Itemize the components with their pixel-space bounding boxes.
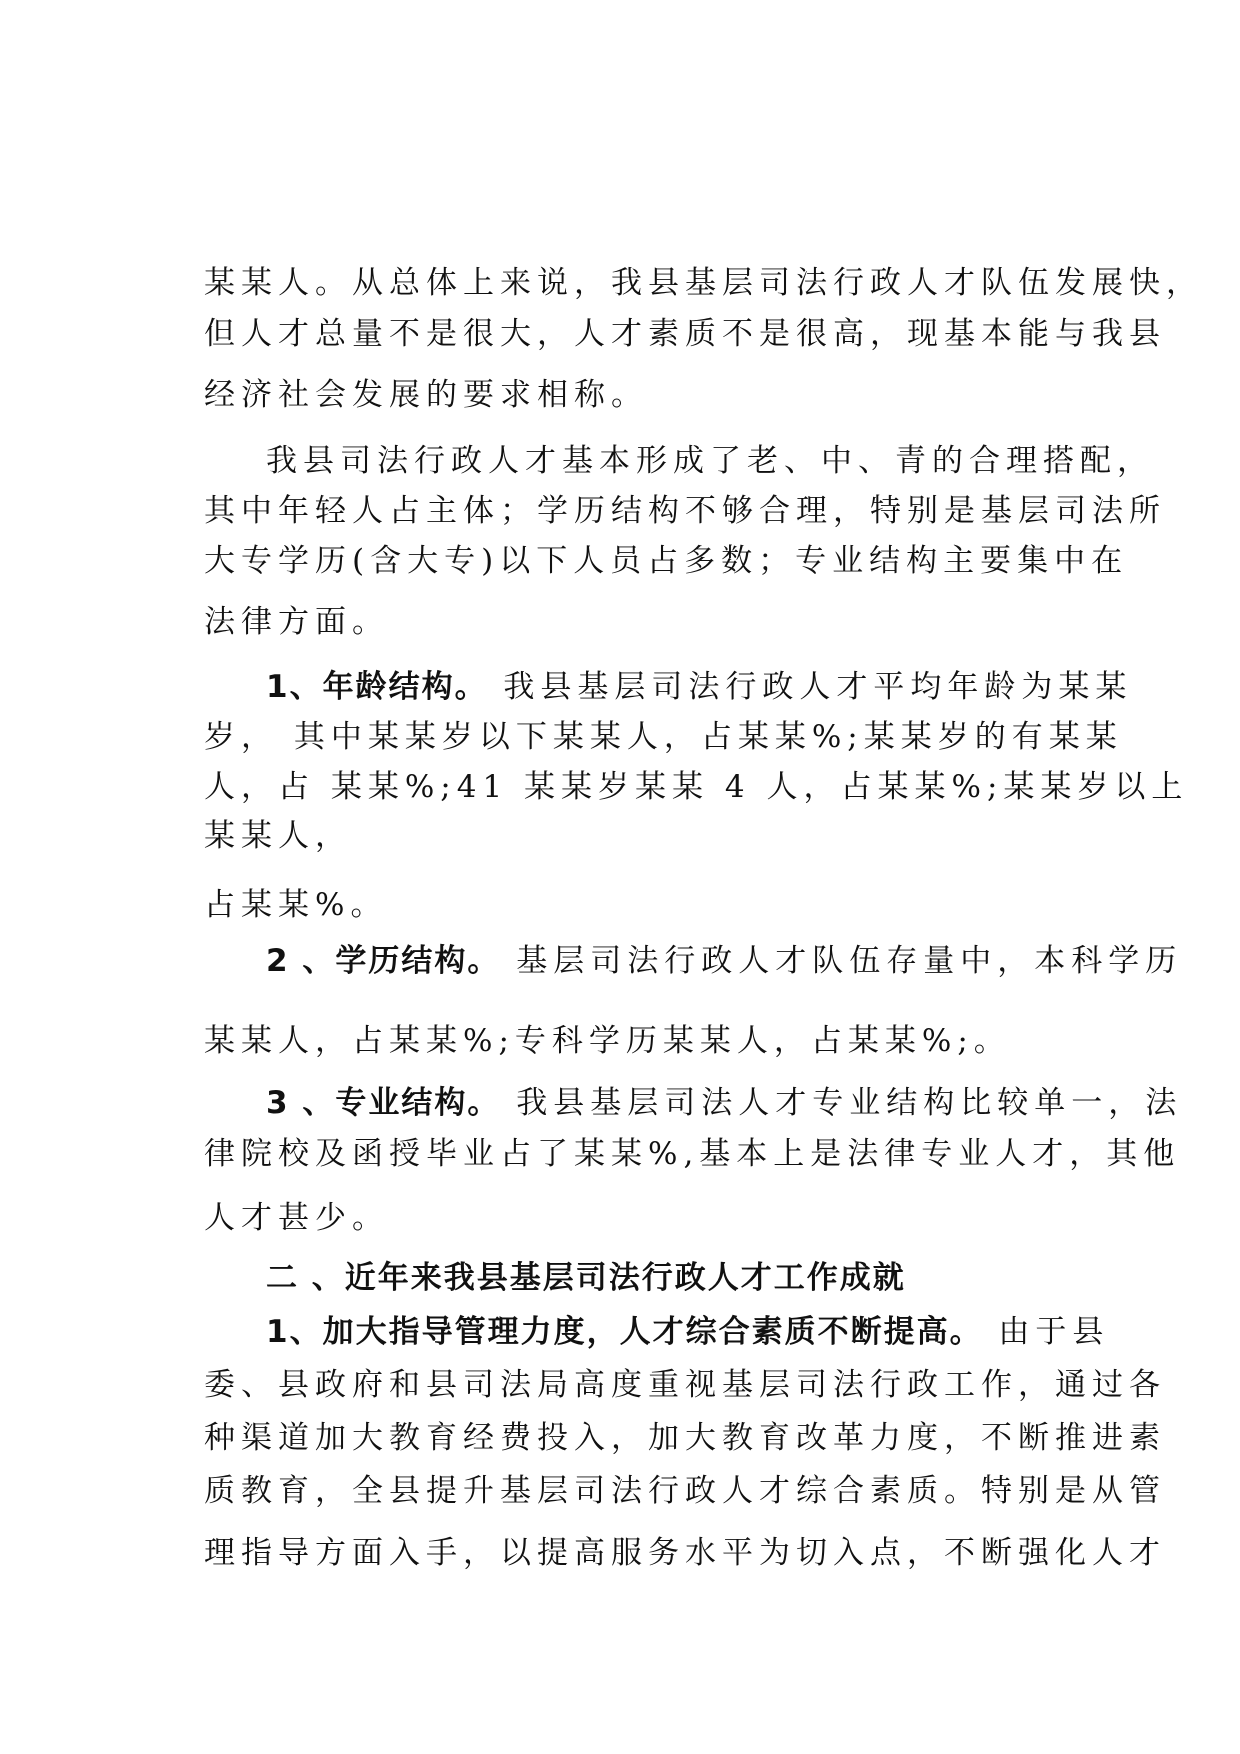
text-line — [204, 1533, 1166, 1573]
text-line — [204, 1134, 1180, 1174]
text-line — [266, 1083, 1182, 1123]
line-text: 某某人，占某某%;专科学历某某人，占某某%;。 — [204, 1023, 1011, 1059]
text-line — [204, 491, 1166, 531]
text-line — [204, 767, 1188, 807]
text-line — [204, 816, 352, 856]
text-line — [204, 1418, 1166, 1458]
line-text: 经济社会发展的要求相称。 — [204, 377, 648, 413]
line-text: 法律方面。 — [204, 604, 389, 640]
line-text: 占某某%。 — [204, 887, 388, 923]
line-text: 基层司法行政人才队伍存量中，本科学历 — [500, 943, 1183, 979]
line-text: 质教育，全县提升基层司法行政人才综合素质。特别是从管 — [204, 1473, 1166, 1509]
line-text: 我县司法行政人才基本形成了老、中、青的合理搭配， — [266, 443, 1154, 479]
text-line — [266, 1312, 1109, 1352]
line-text: 某某人， — [204, 818, 352, 854]
text-line — [204, 1198, 389, 1238]
text-line — [204, 717, 1123, 757]
line-text: 理指导方面入手，以提高服务水平为切入点，不断强化人才 — [204, 1535, 1166, 1571]
line-text: 委、县政府和县司法局高度重视基层司法行政工作，通过各 — [204, 1367, 1166, 1403]
text-line — [204, 1471, 1166, 1511]
section-heading: 2 、学历结构。 — [266, 943, 501, 979]
section-title: 二 、近年来我县基层司法行政人才工作成就 — [266, 1260, 906, 1296]
text-line — [204, 263, 1203, 303]
line-text: 某某人。从总体上来说，我县基层司法行政人才队伍发展快， — [204, 265, 1203, 301]
section-heading: 3 、专业结构。 — [266, 1085, 501, 1121]
text-line — [204, 1021, 1011, 1061]
text-line — [204, 602, 389, 642]
line-text: 我县基层司法人才专业结构比较单一，法 — [500, 1085, 1183, 1121]
section-heading: 1、年龄结构。 — [266, 669, 488, 705]
line-text: 岁， 其中某某岁以下某某人，占某某%;某某岁的有某某 — [204, 719, 1123, 755]
text-line — [204, 314, 1166, 354]
line-text: 我县基层司法行政人才平均年龄为某某 — [487, 669, 1133, 705]
line-text: 律院校及函授毕业占了某某%,基本上是法律专业人才，其他 — [204, 1136, 1181, 1172]
text-line — [266, 667, 1132, 707]
line-text: 由于县 — [982, 1314, 1110, 1350]
text-line — [204, 541, 1128, 581]
line-text: 种渠道加大教育经费投入，加大教育改革力度，不断推进素 — [204, 1420, 1166, 1456]
text-line — [204, 1365, 1166, 1405]
line-text: 人才甚少。 — [204, 1200, 389, 1236]
text-line — [266, 941, 1182, 981]
text-line — [204, 375, 648, 415]
line-text: 人，占 某某%;41 某某岁某某 4 人，占某某%;某某岁以上 — [204, 769, 1189, 805]
section-heading: 1、加大指导管理力度，人才综合素质不断提高。 — [266, 1314, 983, 1350]
text-line — [266, 441, 1154, 481]
text-line — [266, 1258, 906, 1298]
line-text: 但人才总量不是很大，人才素质不是很高，现基本能与我县 — [204, 316, 1166, 352]
text-line — [204, 885, 387, 925]
line-text: 其中年轻人占主体；学历结构不够合理，特别是基层司法所 — [204, 493, 1166, 529]
line-text: 大专学历(含大专)以下人员占多数；专业结构主要集中在 — [204, 543, 1129, 579]
